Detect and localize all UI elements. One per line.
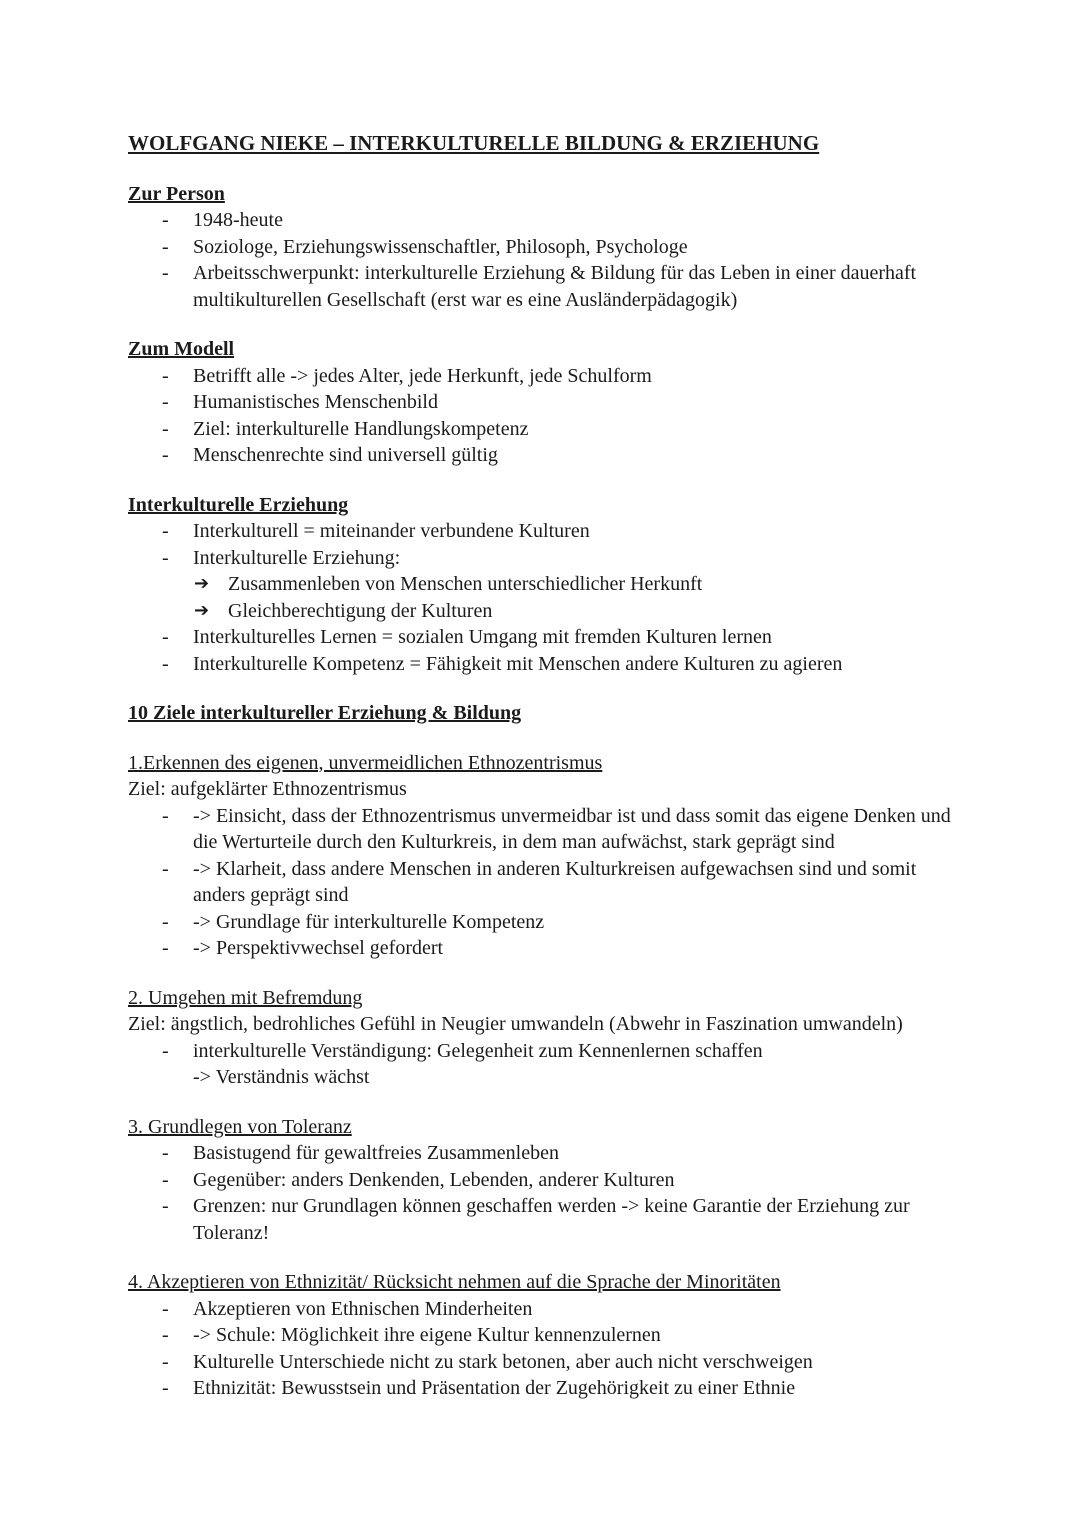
dash-bullet: - xyxy=(162,1039,169,1062)
list-item-text: -> Verständnis wächst xyxy=(193,1066,370,1088)
list-item-text: Interkulturelle Kompetenz = Fähigkeit mit Menschen andere Kulturen zu agieren xyxy=(193,652,843,675)
list-item xyxy=(128,651,952,678)
list-item-text: Gegenüber: anders Denkenden, Lebenden, anderer Kulturen xyxy=(193,1168,675,1191)
list-item xyxy=(128,935,952,962)
list-item xyxy=(128,1167,952,1194)
list-item xyxy=(128,624,952,651)
dash-bullet: - xyxy=(162,937,169,959)
dash-bullet: - xyxy=(162,444,169,466)
list-item xyxy=(128,518,952,545)
dash-bullet: - xyxy=(162,1350,169,1373)
dash-bullet: - xyxy=(162,1377,169,1399)
list-item-text: Humanistisches Menschenbild xyxy=(193,391,438,413)
goal-subtitle: Ziel: aufgeklärter Ethnozentrismus xyxy=(128,778,407,800)
dash-bullet: - xyxy=(162,804,169,827)
list-item xyxy=(128,207,952,234)
dash-bullet: - xyxy=(162,1324,169,1346)
list-item xyxy=(128,1296,952,1323)
list-item xyxy=(128,260,952,313)
list-item-text: Zusammenleben von Menschen unterschiedlicher Herkunft xyxy=(228,573,703,595)
section-zur-person xyxy=(128,181,952,314)
list-item-text: Menschenrechte sind universell gültig xyxy=(193,444,498,466)
list-item-text: Interkulturell = miteinander verbundene Kulturen xyxy=(193,520,590,542)
list-item-text: Gleichberechtigung der Kulturen xyxy=(228,599,493,622)
goals-heading: 10 Ziele interkultureller Erziehung & Bildung xyxy=(128,702,522,724)
goal-heading: 3. Grundlegen von Toleranz xyxy=(128,1115,352,1138)
dash-bullet: - xyxy=(162,652,169,675)
list-item xyxy=(128,1140,952,1167)
list-item xyxy=(128,442,952,469)
list-item-text: -> Einsicht, dass der Ethnozentrismus unvermeidbar ist und dass somit das eigene Denken und die Werturteile durch den Kulturkreis, in dem man aufwächst, stark geprägt sind xyxy=(193,804,951,853)
list-item-text: -> Schule: Möglichkeit ihre eigene Kultur kennenzulernen xyxy=(193,1324,661,1346)
section-heading: Zur Person xyxy=(128,182,225,205)
list-item xyxy=(128,1375,952,1402)
list-item-text: Arbeitsschwerpunkt: interkulturelle Erziehung & Bildung für das Leben in einer dauerhaft multikulturellen Gesellschaft (erst war es eine Ausländerpädagogik) xyxy=(193,262,917,311)
list-item xyxy=(128,803,952,856)
list-item xyxy=(128,389,952,416)
list-item xyxy=(128,1193,952,1246)
goal-heading: 2. Umgehen mit Befremdung xyxy=(128,986,363,1009)
dash-bullet: - xyxy=(162,235,169,258)
list-item-text: Soziologe, Erziehungswissenschaftler, Philosoph, Psychologe xyxy=(193,235,688,258)
list-item xyxy=(128,234,952,261)
list-item-text: interkulturelle Verständigung: Gelegenheit zum Kennenlernen schaffen xyxy=(193,1039,763,1062)
list-item xyxy=(128,856,952,909)
dash-bullet: - xyxy=(162,857,169,880)
list-item-continuation xyxy=(128,1064,952,1091)
section-interkulturelle-erziehung xyxy=(128,492,952,678)
document-title: WOLFGANG NIEKE – INTERKULTURELLE BILDUNG & ERZIEHUNG xyxy=(128,131,820,155)
list-item xyxy=(128,545,952,572)
list-item xyxy=(128,1322,952,1349)
list-item-text: -> Perspektivwechsel gefordert xyxy=(193,937,444,959)
list-item-text: Interkulturelle Erziehung: xyxy=(193,546,401,569)
dash-bullet: - xyxy=(162,910,169,933)
dash-bullet: - xyxy=(162,391,169,413)
arrow-icon: ➔ xyxy=(194,573,210,594)
section-zum-modell xyxy=(128,336,952,469)
section-heading: Zum Modell xyxy=(128,338,235,360)
dash-bullet: - xyxy=(162,417,169,440)
goal-3 xyxy=(128,1114,952,1247)
list-item xyxy=(128,1349,952,1376)
goal-heading: 1.Erkennen des eigenen, unvermeidlichen Ethnozentrismus xyxy=(128,751,603,774)
list-item-text: Basistugend für gewaltfreies Zusammenleben xyxy=(193,1142,559,1164)
list-item-text: Ethnizität: Bewusstsein und Präsentation der Zugehörigkeit zu einer Ethnie xyxy=(193,1377,796,1399)
list-item-text: Grenzen: nur Grundlagen können geschaffen werden -> keine Garantie der Erziehung zur Toleranz! xyxy=(193,1195,910,1244)
dash-bullet: - xyxy=(162,364,169,387)
list-item-text: 1948-heute xyxy=(193,209,283,231)
list-item-text: Betrifft alle -> jedes Alter, jede Herkunft, jede Schulform xyxy=(193,364,652,387)
dash-bullet: - xyxy=(162,1168,169,1191)
list-item xyxy=(128,571,952,598)
goal-heading: 4. Akzeptieren von Ethnizität/ Rücksicht nehmen auf die Sprache der Minoritäten xyxy=(128,1271,781,1293)
dash-bullet: - xyxy=(162,1195,169,1217)
dash-bullet: - xyxy=(162,626,169,648)
list-item xyxy=(128,416,952,443)
dash-bullet: - xyxy=(162,1142,169,1164)
list-item xyxy=(128,1038,952,1065)
dash-bullet: - xyxy=(162,209,169,231)
dash-bullet: - xyxy=(162,520,169,542)
list-item-text: Kulturelle Unterschiede nicht zu stark betonen, aber auch nicht verschweigen xyxy=(193,1350,813,1373)
dash-bullet: - xyxy=(162,546,169,569)
goal-1 xyxy=(128,750,952,962)
dash-bullet: - xyxy=(162,262,169,284)
list-item xyxy=(128,909,952,936)
list-item xyxy=(128,598,952,625)
list-item-text: -> Klarheit, dass andere Menschen in anderen Kulturkreisen aufgewachsen sind und somit anders geprägt sind xyxy=(193,857,917,906)
dash-bullet: - xyxy=(162,1297,169,1320)
list-item-text: -> Grundlage für interkulturelle Kompetenz xyxy=(193,910,545,933)
section-heading: Interkulturelle Erziehung xyxy=(128,493,349,516)
list-item xyxy=(128,363,952,390)
goal-subtitle: Ziel: ängstlich, bedrohliches Gefühl in Neugier umwandeln (Abwehr in Faszination umwandeln) xyxy=(128,1013,903,1035)
list-item-text: Ziel: interkulturelle Handlungskompetenz xyxy=(193,417,529,440)
goal-4 xyxy=(128,1269,952,1402)
list-item-text: Interkulturelles Lernen = sozialen Umgang mit fremden Kulturen lernen xyxy=(193,626,772,648)
list-item-text: Akzeptieren von Ethnischen Minderheiten xyxy=(193,1297,533,1320)
goal-2 xyxy=(128,985,952,1091)
arrow-icon: ➔ xyxy=(194,599,210,621)
